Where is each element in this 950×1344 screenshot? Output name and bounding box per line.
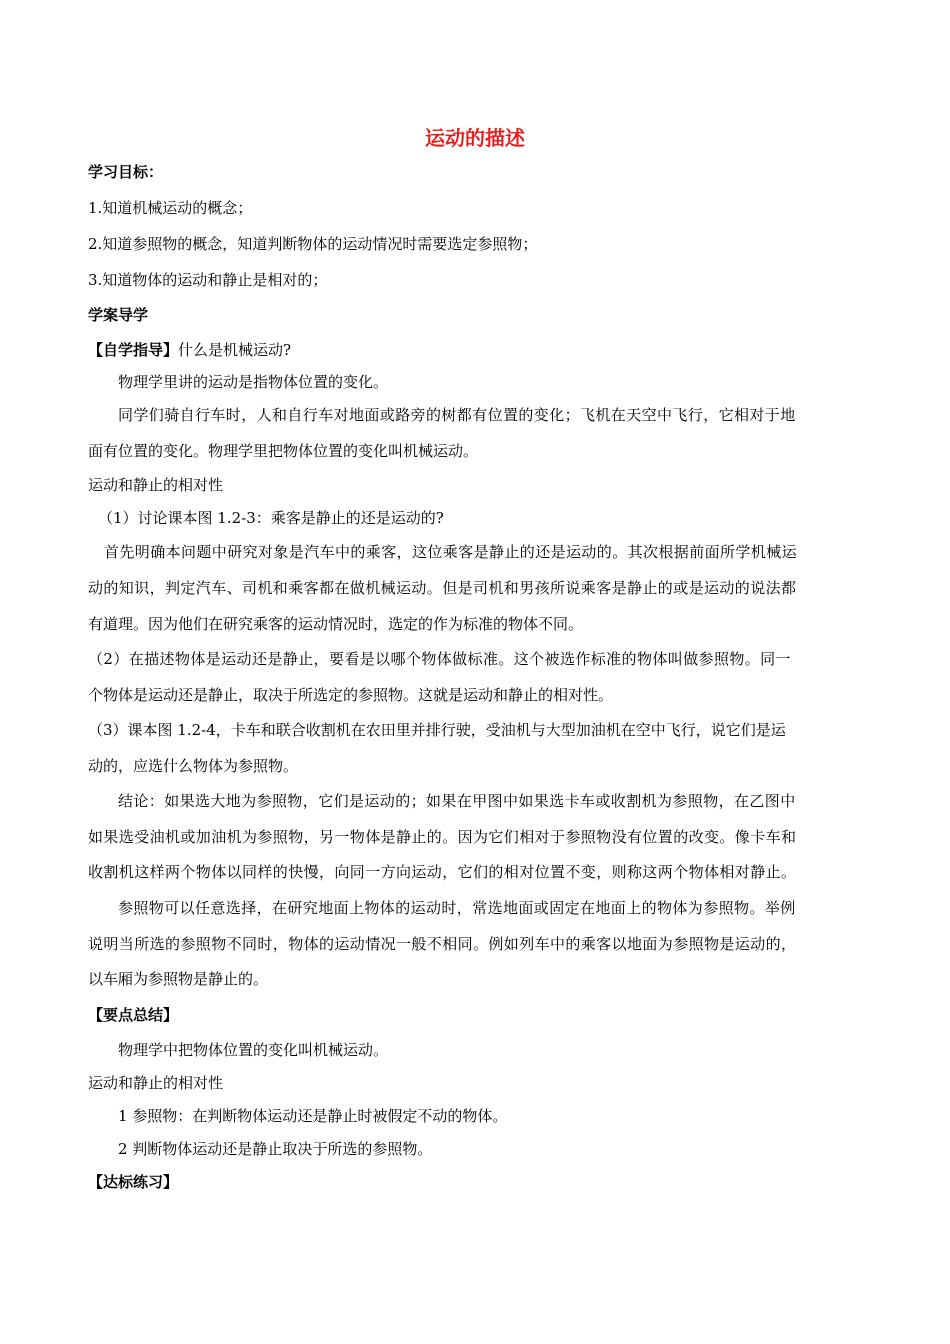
self-study-label: 【自学指导】	[88, 341, 179, 359]
reference-line: 说明当所选的参照物不同时，物体的运动情况一般不相同。例如列车中的乘客以地面为参照物是运动的，	[88, 935, 797, 953]
objective-item: 1.知道机械运动的概念；	[88, 199, 253, 217]
answer-line: 有道理。因为他们在研究乘客的运动情况时，选定的作为标准的物体不同。	[88, 615, 584, 633]
question-3-line: （3）课本图 1.2-4，卡车和联合收割机在农田里并排行驶，受油机与大型加油机在空中飞行，说它们是运	[88, 721, 786, 739]
question-3-line: 动的，应选什么物体为参照物。	[88, 757, 299, 775]
self-study-line	[88, 339, 291, 361]
summary-item: 1 参照物：在判断物体运动还是静止时被假定不动的物体。	[118, 1107, 508, 1125]
summary-label: 【要点总结】	[88, 1006, 179, 1024]
conclusion-line: 如果选受油机或加油机为参照物，另一物体是静止的。因为它们相对于参照物没有位置的改变。像卡车和	[88, 828, 797, 846]
summary-item: 2 判断物体运动还是静止取决于所选的参照物。	[118, 1140, 433, 1158]
summary-subheading: 运动和静止的相对性	[88, 1074, 224, 1092]
guide-heading: 学案导学	[88, 306, 149, 324]
paragraph-line: 同学们骑自行车时，人和自行车对地面或路旁的树都有位置的变化；飞机在天空中飞行，它相对于地	[118, 406, 796, 424]
section-subheading: 运动和静止的相对性	[88, 476, 224, 494]
answer-line: 首先明确本问题中研究对象是汽车中的乘客，这位乘客是静止的还是运动的。其次根据前面所学机械运	[104, 543, 798, 561]
conclusion-line: 结论：如果选大地为参照物，它们是运动的；如果在甲图中如果选卡车或收割机为参照物，在乙图中	[118, 792, 796, 810]
paragraph-line: 面有位置的变化。物理学里把物体位置的变化叫机械运动。	[88, 442, 479, 460]
answer-line: 动的知识，判定汽车、司机和乘客都在做机械运动。但是司机和男孩所说乘客是静止的或是运动的说法都	[88, 579, 797, 597]
self-study-question: 什么是机械运动?	[178, 341, 292, 359]
objective-item: 2.知道参照物的概念，知道判断物体的运动情况时需要选定参照物；	[88, 235, 538, 253]
reference-line: 以车厢为参照物是静止的。	[88, 970, 269, 988]
paragraph: 物理学里讲的运动是指物体位置的变化。	[118, 373, 389, 391]
question-2-line: 个物体是运动还是静止，取决于所选定的参照物。这就是运动和静止的相对性。	[88, 686, 614, 704]
conclusion-line: 收割机这样两个物体以同样的快慢，向同一方向运动，它们的相对位置不变，则称这两个物体相对静止。	[88, 863, 797, 881]
question-2-line: （2）在描述物体是运动还是静止，要看是以哪个物体做标准。这个被选作标准的物体叫做参照物。同一	[88, 650, 791, 668]
practice-label: 【达标练习】	[88, 1173, 179, 1191]
objectives-heading: 学习目标：	[88, 163, 164, 181]
reference-line: 参照物可以任意选择，在研究地面上物体的运动时，常选地面或固定在地面上的物体为参照物。举例	[118, 899, 796, 917]
page-title: 运动的描述	[425, 126, 525, 150]
summary-paragraph: 物理学中把物体位置的变化叫机械运动。	[118, 1041, 389, 1059]
objective-item: 3.知道物体的运动和静止是相对的；	[88, 271, 328, 289]
question-1: （1）讨论课本图 1.2-3：乘客是静止的还是运动的?	[98, 509, 444, 527]
